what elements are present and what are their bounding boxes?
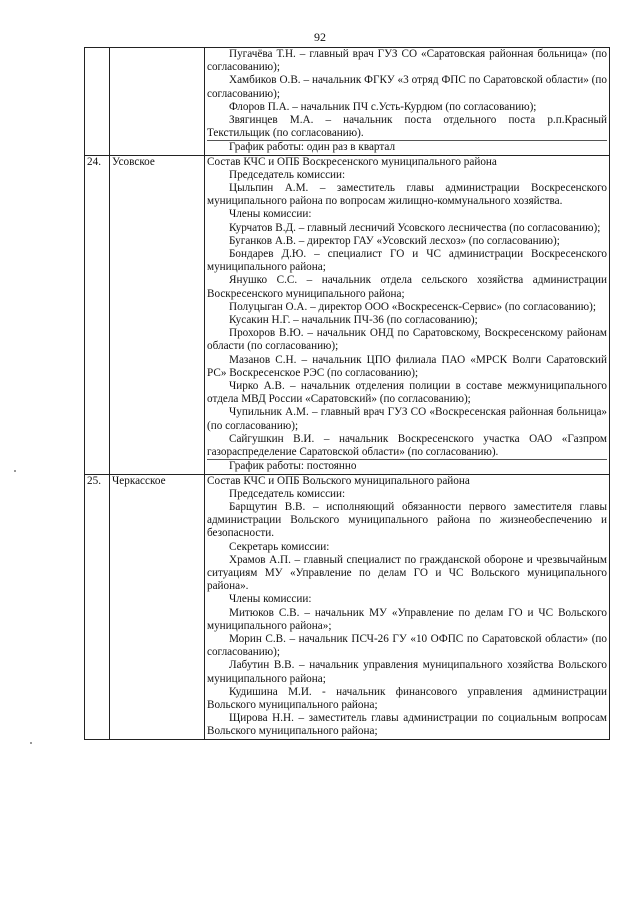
member-entry: Барщутин В.В. – исполняющий обязанности первого заместителя главы администрации Вольского муниципального района по жизнеобеспечению и безопасности. [207,500,607,540]
member-entry: Буганков А.В. – директор ГАУ «Усовский лесхоз» (по согласованию); [229,234,560,247]
district-name: Усовское [110,155,205,474]
table-row [85,155,610,474]
scan-mark [30,742,32,744]
commission-table-body [85,48,610,740]
member-entry: Чирко А.В. – начальник отделения полиции в составе межмуниципального отдела МВД России «Саратовский» (по согласованию); [207,380,607,406]
member-entry: Флоров П.А. – начальник ПЧ с.Усть-Курдюм (по согласованию); [229,100,537,113]
member-entry: Храмов А.П. – главный специалист по гражданской обороне и чрезвычайным ситуациям МУ «Управление по делам ГО и ЧС Вольского муниципального района». [207,553,607,593]
member-entry: Члены комиссии: [229,208,312,221]
member-entry: Янушко С.С. – начальник отдела сельского хозяйства администрации Воскресенского муниципального района; [207,274,607,300]
member-entry: Прохоров В.Ю. – начальник ОНД по Саратовскому, Воскресенскому районам области (по согласованию); [207,327,607,353]
page-number: 92 [314,30,326,44]
member-entry: Секретарь комиссии: [229,540,330,553]
member-entry: Мазанов С.Н. – начальник ЦПО филиала ПАО «МРСК Волги Саратовский РС» Воскресенское РЭС (по согласованию); [207,353,607,379]
member-entry: Кусакин Н.Г. – начальник ПЧ-36 (по согласованию); [229,314,478,327]
member-entry: Бондарев Д.Ю. – специалист ГО и ЧС администрации Воскресенского муниципального района; [207,248,607,274]
commission-composition [205,474,610,739]
member-entry: Цыльпин А.М. – заместитель главы администрации Воскресенского муниципального района по вопросам жилищно-коммунального хозяйства. [207,182,607,208]
member-entry: Чупильник А.М. – главный врач ГУЗ СО «Воскресенская районная больница» (по согласованию); [207,406,607,432]
section-heading: Состав КЧС и ОПБ Воскресенского муниципального района [207,155,497,168]
table-row [85,48,610,156]
commission-composition [205,48,610,156]
member-entry: Полуцыган О.А. – директор ООО «Воскресенск-Сервис» (по согласованию); [229,300,596,313]
row-number: 24. [85,155,110,474]
member-entry: Кудишина М.И. - начальник финансового управления администрации Вольского муниципального района; [207,685,607,711]
member-entry: Щирова Н.Н. – заместитель главы администрации по социальным вопросам Вольского муниципального района; [207,712,607,738]
member-entry: Морин С.В. – начальник ПСЧ-26 ГУ «10 ОФПС по Саратовской области» (по согласованию); [207,632,607,659]
table-row [85,474,610,739]
commission-composition [205,155,610,474]
section-heading: Состав КЧС и ОПБ Вольского муниципального района [207,474,470,487]
member-entry: Митюков С.В. – начальник МУ «Управление по делам ГО и ЧС Вольского муниципального района»; [207,606,607,632]
row-number [85,48,110,156]
member-entry: Члены комиссии: [229,593,312,606]
member-entry: Пугачёва Т.Н. – главный врач ГУЗ СО «Саратовская районная больница» (по согласованию); [207,48,607,74]
member-entry: Председатель комиссии: [229,168,346,181]
member-entry: Курчатов В.Д. – главный лесничий Усовского лесничества (по согласованию); [229,221,601,234]
member-entry: Звягинцев М.А. – начальник поста отдельного поста р.п.Красный Текстильщик (по согласованию). [207,114,607,140]
commission-table [84,47,610,740]
member-entry: Сайгушкин В.И. – начальник Воскресенского участка ОАО «Газпром газораспределение Саратовской области» (по согласованию). [207,432,607,459]
row-number: 25. [85,474,110,739]
member-entry: Хамбиков О.В. – начальник ФГКУ «3 отряд ФПС по Саратовской области» (по согласованию); [207,74,607,100]
member-entry: Лабутин В.В. – начальник управления муниципального хозяйства Вольского муниципального района; [207,659,607,685]
district-name: Черкасское [110,474,205,739]
scan-mark [14,470,16,472]
member-entry: Председатель комиссии: [229,487,346,500]
district-name [110,48,205,156]
work-schedule: График работы: постоянно [207,459,607,473]
work-schedule: График работы: один раз в квартал [207,140,607,154]
